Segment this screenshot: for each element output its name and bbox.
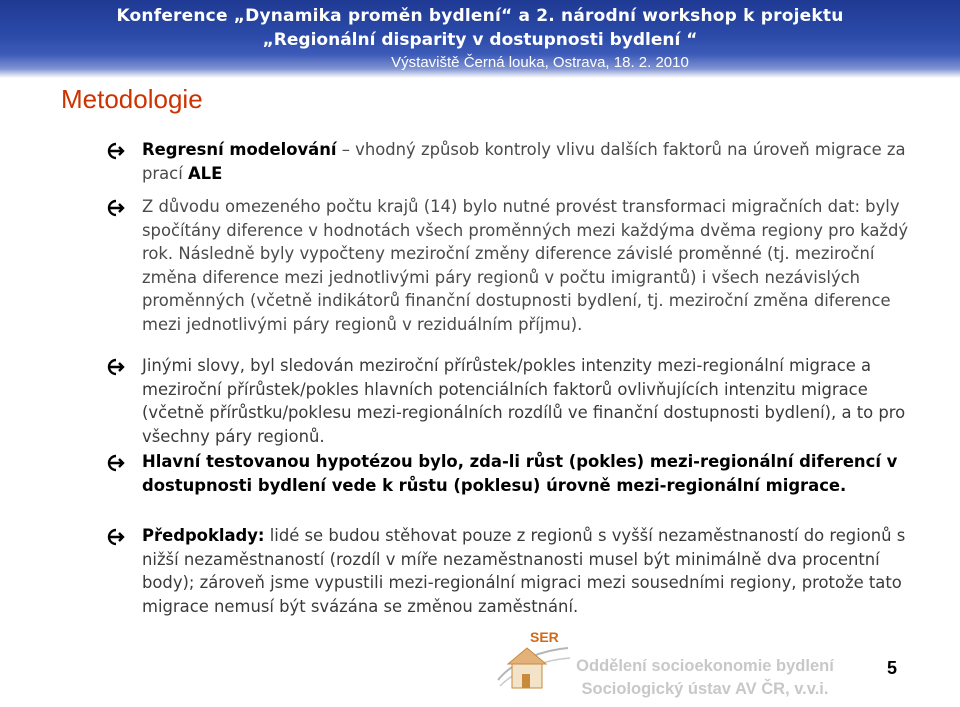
bullet-5-rest: lidé se budou stěhovat pouze z regionů s vyšší nezaměstnaností do regionů s nižší nezaměstnaností (rozdíl v míře nezaměstnanosti musel být minimálně dva procentní body); zároveň jsme vypustili mezi-regionální migraci mezi sousedními regiony, protože tato migrace nemusí být svázána se změnou zaměstnání. <box>142 526 906 616</box>
footer-institute: Sociologický ústav AV ČR, v.v.i. <box>581 680 829 698</box>
bullet-5-text <box>142 524 912 618</box>
bullet-1-bold: Regresní modelování <box>142 140 337 159</box>
bullet-arrow-icon <box>105 527 125 547</box>
page-number: 5 <box>887 658 898 678</box>
header-line-1: Konference „Dynamika proměn bydlení“ a 2. národní workshop k projektu <box>116 6 844 26</box>
bullet-1-bold2: ALE <box>187 163 223 183</box>
bullet-3-text: Jinými slovy, byl sledován meziroční přírůstek/pokles intenzity mezi-regionální migrace a meziroční přírůstek/pokles hlavních potenciálních faktorů ovlivňujících intenzitu migrace (včetně přírůstku/poklesu mezi-regionálních rozdílů ve finanční dostupnosti bydlení), a to pro všechny páry regionů. <box>142 356 906 446</box>
footer-department: Oddělení socioekonomie bydlení <box>576 657 834 675</box>
bullet-5-bold: Předpoklady: <box>142 526 265 545</box>
bullet-arrow-icon <box>105 453 125 473</box>
bullet-1-text <box>142 138 912 185</box>
bullet-arrow-icon <box>105 141 125 161</box>
bullet-arrow-icon <box>105 357 125 377</box>
slide-title: Metodologie <box>61 84 203 114</box>
bullet-4-text: Hlavní testovanou hypotézou bylo, zda-li růst (pokles) mezi-regionální diferencí v dostupnosti bydlení vede k růstu (poklesu) úrovně mezi-regionální migrace. <box>142 452 898 495</box>
bullet-1-rest: – vhodný způsob kontroly vlivu dalších faktorů na úroveň migrace za prací <box>142 140 906 183</box>
bullet-arrow-icon <box>105 198 125 218</box>
header-line-3: Výstaviště Černá louka, Ostrava, 18. 2. 2010 <box>391 54 689 71</box>
header-line-2: „Regionální disparity v dostupnosti bydlení “ <box>262 30 698 50</box>
logo-text: SER <box>530 629 559 645</box>
bullet-2-text: Z důvodu omezeného počtu krajů (14) bylo nutné provést transformaci migračních dat: byly spočítány diference v hodnotách všech proměnných mezi každýma dvěma regiony pro každý rok. Následně byly vypočteny meziroční změny diference závislé proměnné (tj. meziroční změna diference mezi jednotlivými páry regionů v počtu imigrantů) i všech nezávislých proměnných (včetně indikátorů finanční dostupnosti bydlení, tj. meziroční změna diference mezi jednotlivými páry regionů v reziduálním příjmu). <box>142 197 909 334</box>
